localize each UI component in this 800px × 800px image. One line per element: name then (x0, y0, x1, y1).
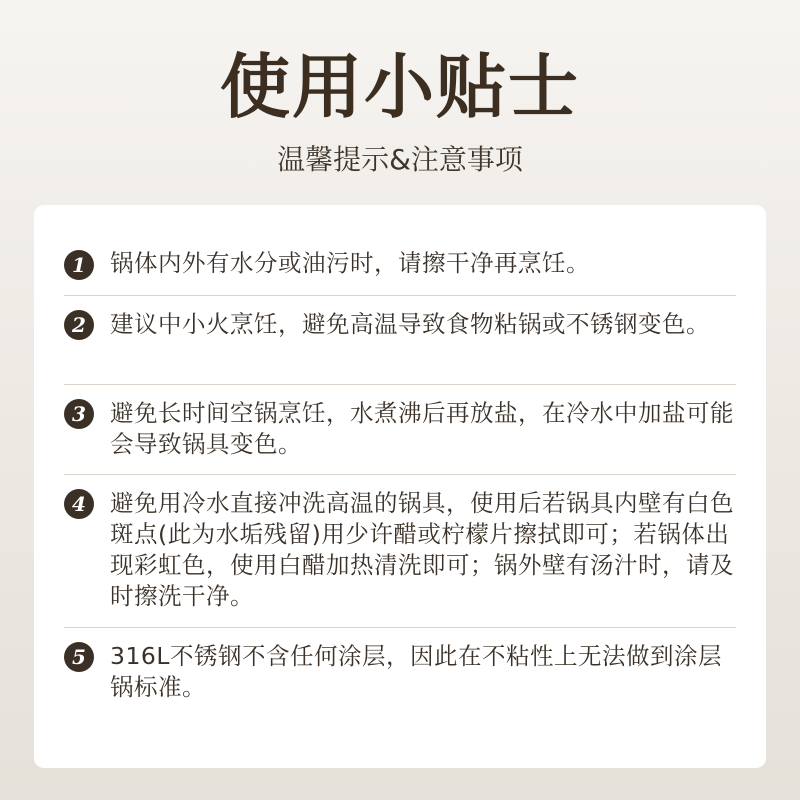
tip-item-5 (64, 627, 736, 728)
tip-text: 避免用冷水直接冲洗高温的锅具，使用后若锅具内壁有白色斑点(此为水垢残留)用少许醋或柠檬片擦拭即可；若锅体出现彩虹色，使用白醋加热清洗即可；锅外壁有汤汁时，请及时擦洗干净。 (110, 489, 734, 610)
tip-number-badge: 5 (64, 642, 94, 672)
tip-text: 建议中小火烹饪，避免高温导致食物粘锅或不锈钢变色。 (110, 310, 710, 338)
tip-number-badge: 4 (64, 489, 94, 519)
tip-number-badge: 3 (64, 399, 94, 429)
tip-text: 316L不锈钢不含任何涂层，因此在不粘性上无法做到涂层锅标准。 (110, 642, 722, 701)
page-subtitle: 温馨提示&注意事项 (277, 143, 523, 176)
tip-text: 锅体内外有水分或油污时，请擦干净再烹饪。 (110, 249, 590, 277)
tip-item-3 (64, 384, 736, 474)
tips-list (64, 228, 736, 728)
tip-item-4 (64, 474, 736, 627)
tip-text: 避免长时间空锅烹饪，水煮沸后再放盐，在冷水中加盐可能会导致锅具变色。 (110, 399, 734, 458)
tip-item-2 (64, 295, 736, 384)
page-title: 使用小贴士 (220, 46, 580, 128)
tip-number-badge: 1 (64, 250, 94, 280)
tip-number-badge: 2 (64, 310, 94, 340)
tip-item-1 (64, 228, 736, 295)
